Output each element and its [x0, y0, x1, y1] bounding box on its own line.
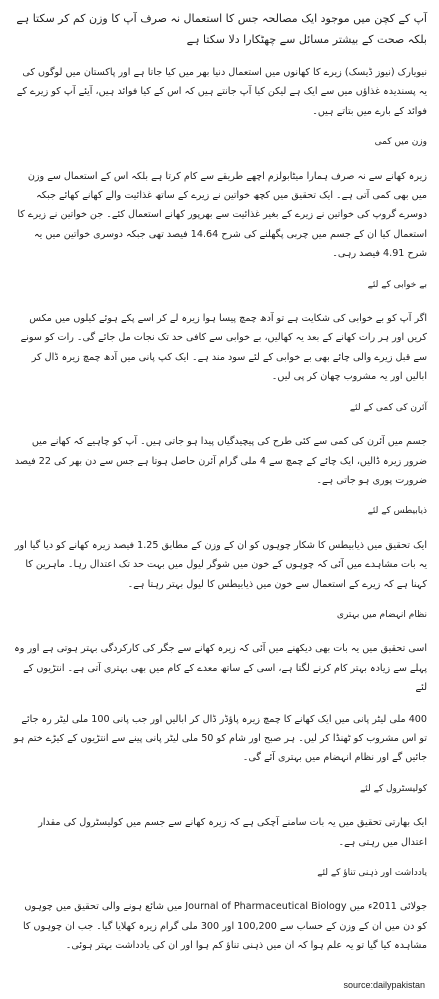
- paragraph-digestion-recipe: 400 ملی لیٹر پانی میں ایک کھانے کا چمچ زیرہ پاؤڈر ڈال کر ابالیں اور جب پانی 100 ملی لیٹر رہ جائے تو اس مشروب کو ٹھنڈا کر لیں۔ ہر صبح اور شام کو 50 ملی لیٹر پانی پینے سے انتڑیوں کے کیڑے ختم ہو جائیں گے اور نظام انہضام میں بہتری آئے گی۔: [13, 713, 427, 764]
- paragraph-digestion: اسی تحقیق میں یہ بات بھی دیکھنے میں آئی کہ زیرہ کھانے سے جگر کی کارکردگی بہتر ہوتی ہے اور وہ پہلے سے زیادہ بہتر کام کرنے لگتا ہے، اسی کے ساتھ معدے کے کام میں بھی بہتری آتی ہے۔ انتڑیوں کے لئے: [14, 643, 427, 694]
- heading-insomnia: بے خوابی کے لئے: [367, 279, 427, 290]
- heading-iron: آئرن کی کمی کے لئے: [349, 402, 427, 413]
- heading-digestion: نظام انہضام میں بہتری: [336, 609, 427, 620]
- paragraph-memory: جولائی 2011ء میں Journal of Pharmaceutical Biology میں شائع ہونے والی تحقیق میں چوہوں کو دن میں ان کے وزن کے حساب سے 100,200 اور 300 ملی گرام زیرہ کھلایا گیا۔ جب ان چوہوں کا مشاہدہ کیا گیا تو یہ علم ہوا کہ ان میں ذہنی تناؤ کم ہوا اور ان کی یادداشت بہتر ہوئی۔: [23, 901, 427, 952]
- source-credit: source:dailypakistan: [343, 980, 425, 990]
- heading-memory: یادداشت اور ذہنی تناؤ کے لئے: [317, 868, 427, 878]
- heading-cholesterol: کولیسٹرول کے لئے: [360, 783, 427, 794]
- article-intro: آپ کے کچن میں موجود ایک مصالحہ جس کا استعمال نہ صرف آپ کا وزن کم کر سکتا ہے بلکہ صحت کے بیشتر مسائل سے چھٹکارا دلا سکتا ہے: [16, 12, 427, 46]
- paragraph-iron: جسم میں آئرن کی کمی سے کئی طرح کی پیچیدگیاں پیدا ہو جاتی ہیں۔ آپ کو چاہیے کہ کھانے میں ضرور زیرہ ڈالیں، ایک چائے کے چمچ سے 4 ملی گرام آئرن حاصل ہوتا ہے جس سے دن بھر کی 22 فیصد ضرورت پوری ہو جاتی ہے۔: [14, 436, 427, 486]
- heading-diabetes: ذیابیطس کے لئے: [367, 506, 427, 517]
- paragraph-newyork: نیویارک (نیوز ڈیسک) زیرے کا کھانوں میں استعمال دنیا بھر میں کیا جاتا ہے اور پاکستان میں لوگوں کی یہ پسندیدہ غذاؤں میں سے ایک ہے لیکن کیا آپ جانتے ہیں کہ اس کے کیا فوائد ہیں، آیئے آپ کو زیرے کے فوائد کے بارے میں بتاتے ہیں۔: [16, 67, 427, 117]
- paragraph-cholesterol: ایک بھارتی تحقیق میں یہ بات سامنے آچکی ہے کہ زیرہ کھانے سے جسم میں کولیسٹرول کی مقدار اعتدال میں رہتی ہے۔: [38, 817, 427, 848]
- heading-weight-loss: وزن میں کمی: [374, 137, 427, 148]
- paragraph-diabetes: ایک تحقیق میں ذیابیطس کا شکار چوہوں کو ان کے وزن کے مطابق 1.25 فیصد زیرہ کھانے کو دیا گیا اور یہ بات مشاہدے میں آئی کہ چوہوں کے خون میں شوگر لیول میں بہت حد تک اعتدال رہا۔ ماہرین کا کہنا ہے کہ زیرے کے استعمال سے خون میں ذیابیطس کا لیول بہتر رہتا ہے۔: [14, 539, 427, 590]
- paragraph-weight-loss: زیرہ کھانے سے نہ صرف ہمارا میٹابولزم اچھے طریقے سے کام کرتا ہے بلکہ اس کے استعمال سے وزن میں بھی کمی آتی ہے۔ ایک تحقیق میں کچھ خواتین نے زیرے کے ساتھ غذائیت والے کھانے کھائے جبکہ دوسرے گروپ کی خواتین نے زیرے کے بغیر غذائیت سے بھرپور کھانے استعمال کئے۔ جن خواتین نے زیرے کا استعمال کیا ان کے جسم میں چربی پگھلنے کی شرح 14.64 فیصد تھی جبکہ دوسری خواتین میں یہ شرح 4.91 فیصد رہی۔: [17, 170, 427, 260]
- paragraph-insomnia: اگر آپ کو بے خوابی کی شکایت ہے تو آدھ چمچ پیسا ہوا زیرہ لے کر اسے پکے ہوئے کیلوں میں مکس کریں اور ہر رات کھانے کے بعد یہ کھالیں، بے خوابی سے کافی حد تک نجات مل جائے گی۔ رات کو سونے سے قبل زیرے والی چائے بھی بے خوابی کے لئے سود مند ہے۔ ایک کپ پانی میں آدھ چمچ زیرہ ڈال کر ابالیں اور یہ مشروب چھان کر پی لیں۔: [20, 313, 427, 383]
